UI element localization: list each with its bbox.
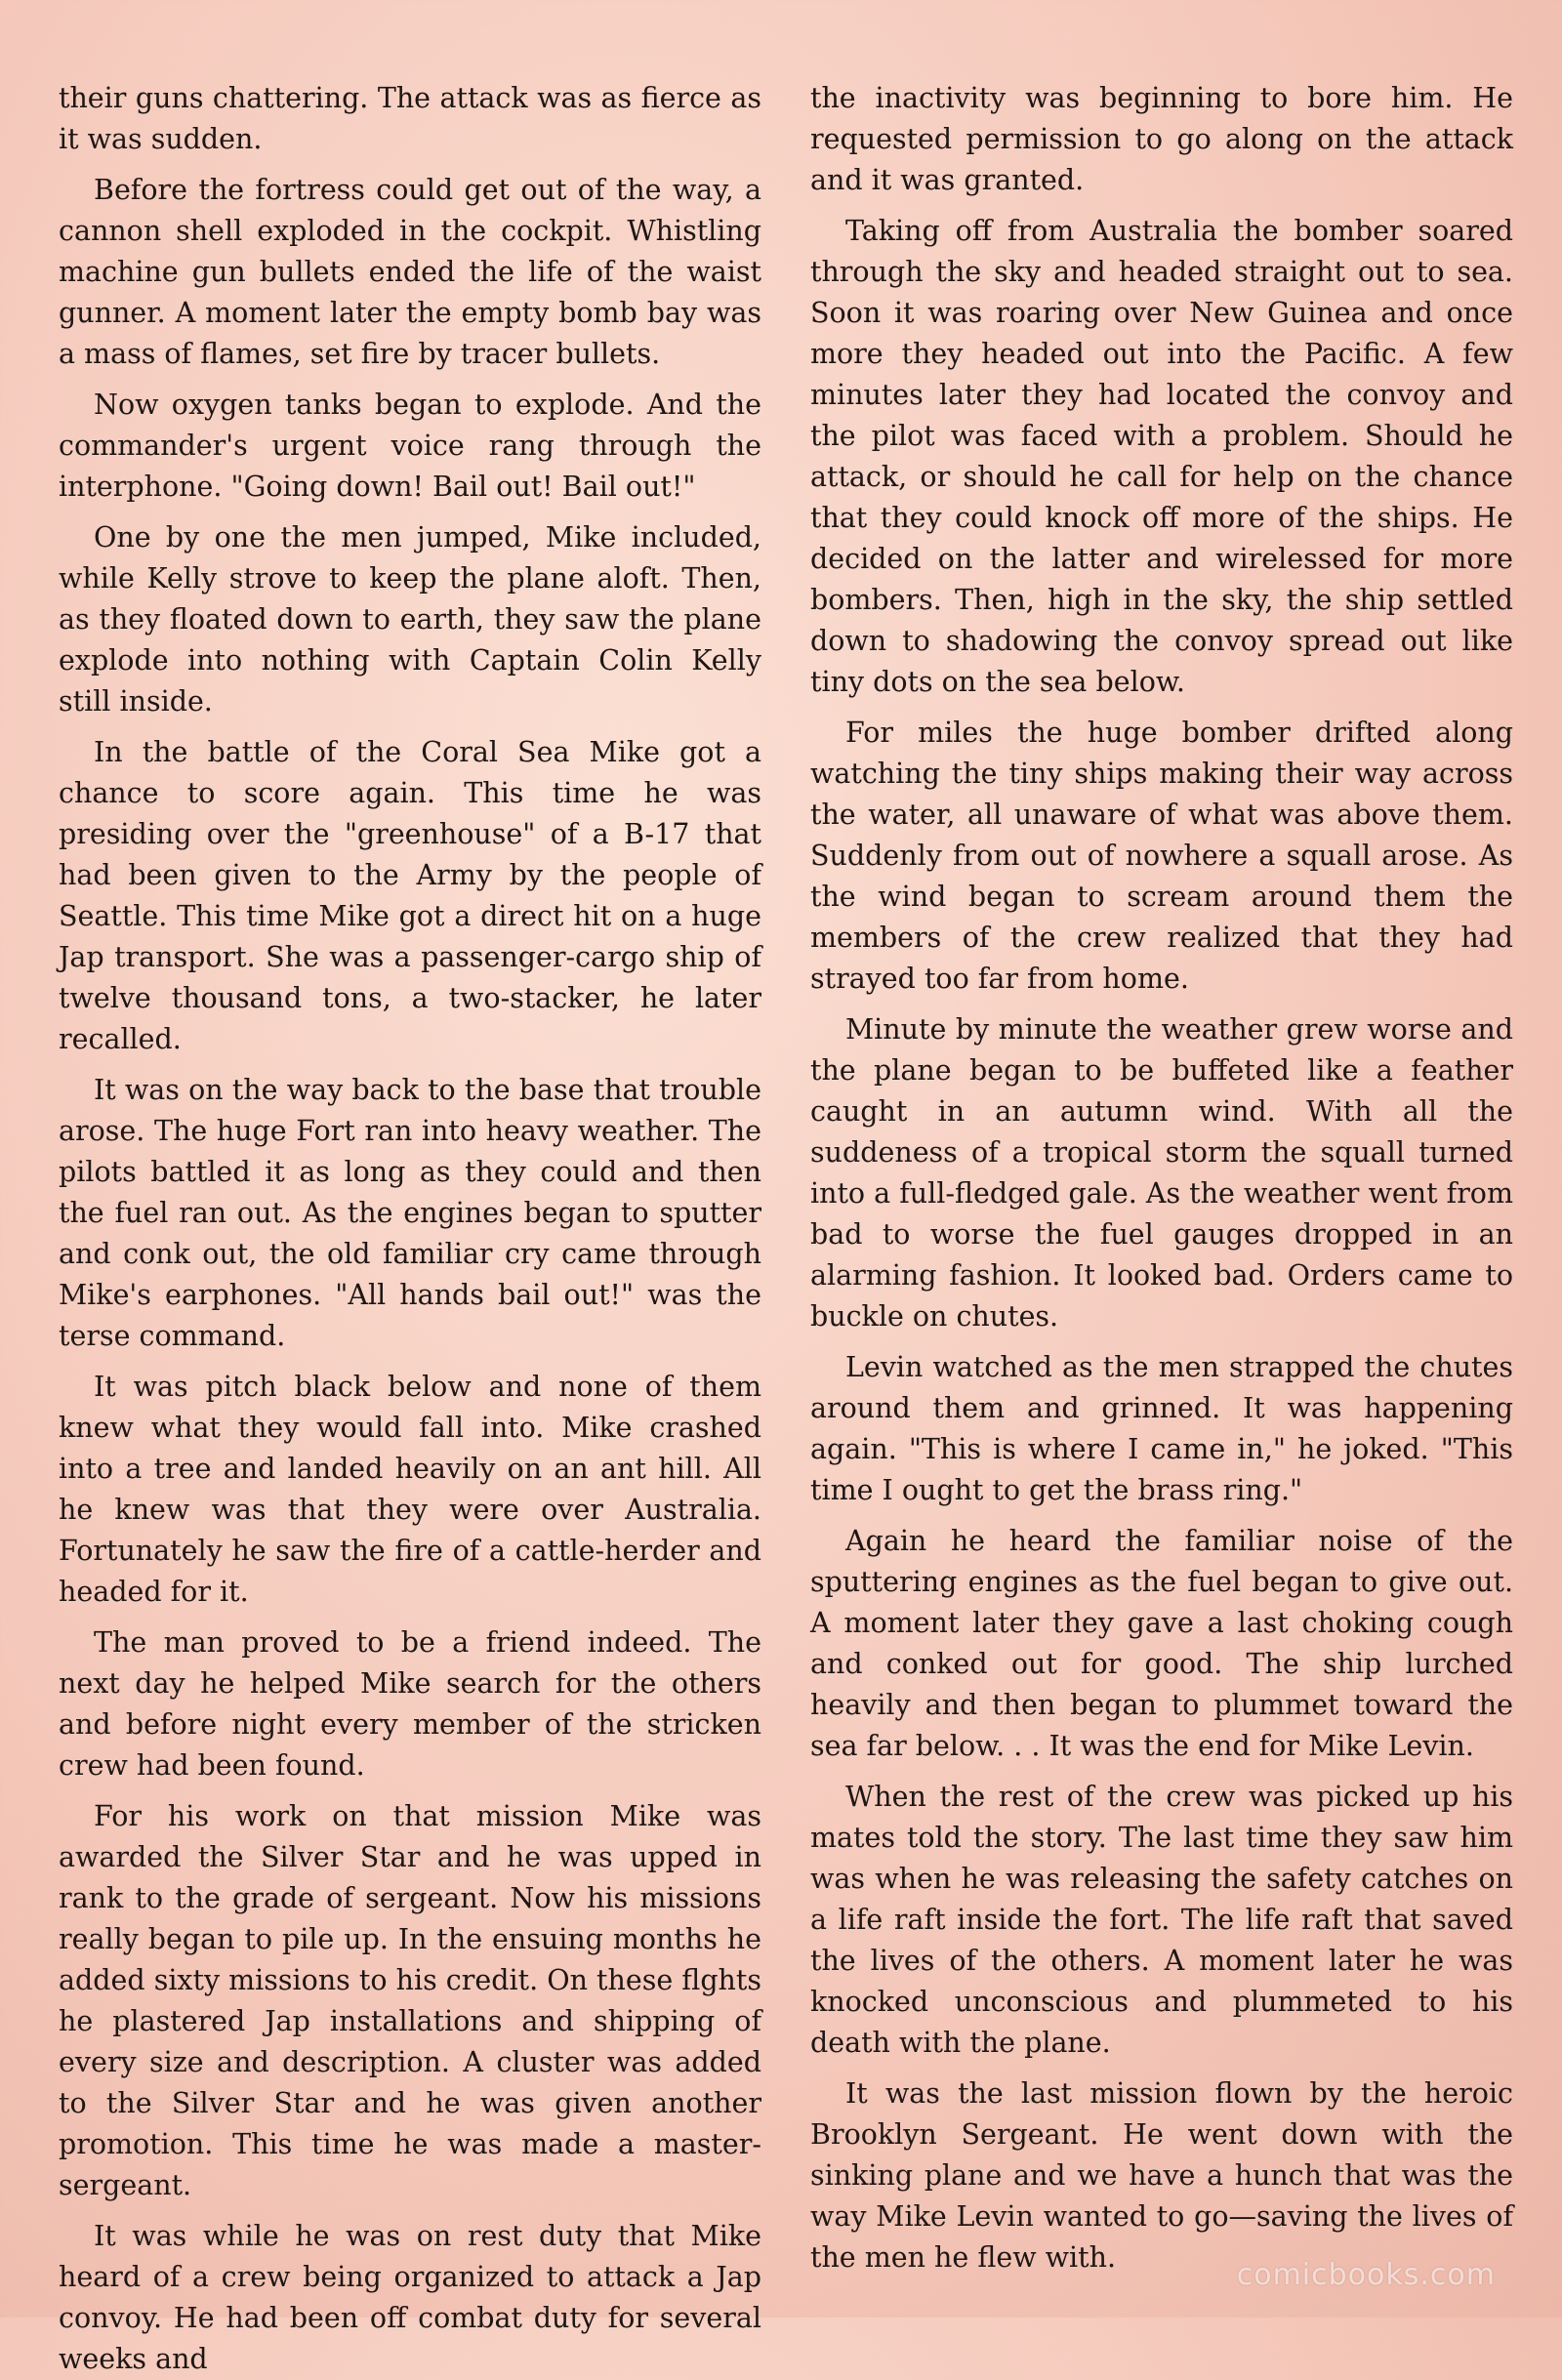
paragraph: In the battle of the Coral Sea Mike got a chance to score again. This time he was presiding over the "greenhouse" of a B-17 that had been given to the Army by the people of Seattle. This time Mike got a direct hit on a huge Jap transport. She was a passenger-cargo ship of twelve thousand tons, a two-stacker, he later recalled. xyxy=(59,736,761,1055)
paragraph: Levin watched as the men strapped the chutes around them and grinned. It was happening again. "This is where I came in," he joked. "This time I ought to get the brass ring." xyxy=(810,1351,1513,1506)
paragraph: the inactivity was beginning to bore him. He requested permission to go along on the attack and it was granted. xyxy=(810,82,1513,196)
paragraph: It was pitch black below and none of them knew what they would fall into. Mike crashed into a tree and landed heavily on an ant hill. All he knew was that they were over Australia. Fortunately he saw the fire of a cattle-herder and headed for it. xyxy=(59,1371,761,1608)
paragraph: Now oxygen tanks began to explode. And the commander's urgent voice rang through the interphone. "Going down! Bail out! Bail out!" xyxy=(59,389,761,503)
paragraph: Minute by minute the weather grew worse and the plane began to be buffeted like a feather caught in an autumn wind. With all the suddeness of a tropical storm the squall turned into a full-fledged gale. As the weather went from bad to worse the fuel gauges dropped in an alarming fashion. It looked bad. Orders came to buckle on chutes. xyxy=(810,1013,1513,1333)
paragraph: Again he heard the familiar noise of the sputtering engines as the fuel began to give out. A moment later they gave a last choking cough and conked out for good. The ship lurched heavily and then began to plummet toward the sea far below. . . It was the end for Mike Levin. xyxy=(810,1525,1513,1762)
paragraph: One by one the men jumped, Mike included, while Kelly strove to keep the plane aloft. Then, as they floated down to earth, they saw the plane explode into nothing with Captain Colin Kelly still inside. xyxy=(59,521,761,718)
paragraph: It was while he was on rest duty that Mike heard of a crew being organized to attack a Jap convoy. He had been off combat duty for several weeks and xyxy=(59,2220,761,2375)
paragraph: It was on the way back to the base that trouble arose. The huge Fort ran into heavy weather. The pilots battled it as long as they could and then the fuel ran out. As the engines began to sputter and conk out, the old familiar cry came through Mike's earphones. "All hands bail out!" was the terse command. xyxy=(59,1074,761,1352)
paragraph: Taking off from Australia the bomber soared through the sky and headed straight out to sea. Soon it was roaring over New Guinea and once more they headed out into the Pacific. A few minutes later they had located the convoy and the pilot was faced with a problem. Should he attack, or should he call for help on the chance that they could knock off more of the ships. He decided on the latter and wirelessed for more bombers. Then, high in the sky, the ship settled down to shadowing the convoy spread out like tiny dots on the sea below. xyxy=(810,215,1513,698)
paragraph: For miles the huge bomber drifted along watching the tiny ships making their way across the water, all unaware of what was above them. Suddenly from out of nowhere a squall arose. As the wind began to scream around them the members of the crew realized that they had strayed too far from home. xyxy=(810,717,1513,995)
paragraph: It was the last mission flown by the heroic Brooklyn Sergeant. He went down with the sinking plane and we have a hunch that was the way Mike Levin wanted to go—saving the lives of the men he flew with. xyxy=(810,2077,1513,2274)
paragraph: their guns chattering. The attack was as fierce as it was sudden. xyxy=(59,82,761,155)
right-column xyxy=(810,78,1513,2274)
paragraph: Before the fortress could get out of the way, a cannon shell exploded in the cockpit. Whistling machine gun bullets ended the life of the waist gunner. A moment later the empty bomb bay was a mass of flames, set fire by tracer bullets. xyxy=(59,174,761,370)
paragraph: When the rest of the crew was picked up his mates told the story. The last time they saw him was when he was releasing the safety catches on a life raft inside the fort. The life raft that saved the lives of the others. A moment later he was knocked unconscious and plummeted to his death with the plane. xyxy=(810,1781,1513,2059)
paragraph: For his work on that mission Mike was awarded the Silver Star and he was upped in rank to the grade of sergeant. Now his missions really began to pile up. In the ensuing months he added sixty missions to his credit. On these flghts he plastered Jap installations and shipping of every size and description. A cluster was added to the Silver Star and he was given another promotion. This time he was made a master-sergeant. xyxy=(59,1800,761,2201)
left-column xyxy=(59,78,761,2375)
watermark: comicbooks.com xyxy=(1236,2258,1496,2292)
paragraph: The man proved to be a friend indeed. The next day he helped Mike search for the others and before night every member of the stricken crew had been found. xyxy=(59,1626,761,1782)
